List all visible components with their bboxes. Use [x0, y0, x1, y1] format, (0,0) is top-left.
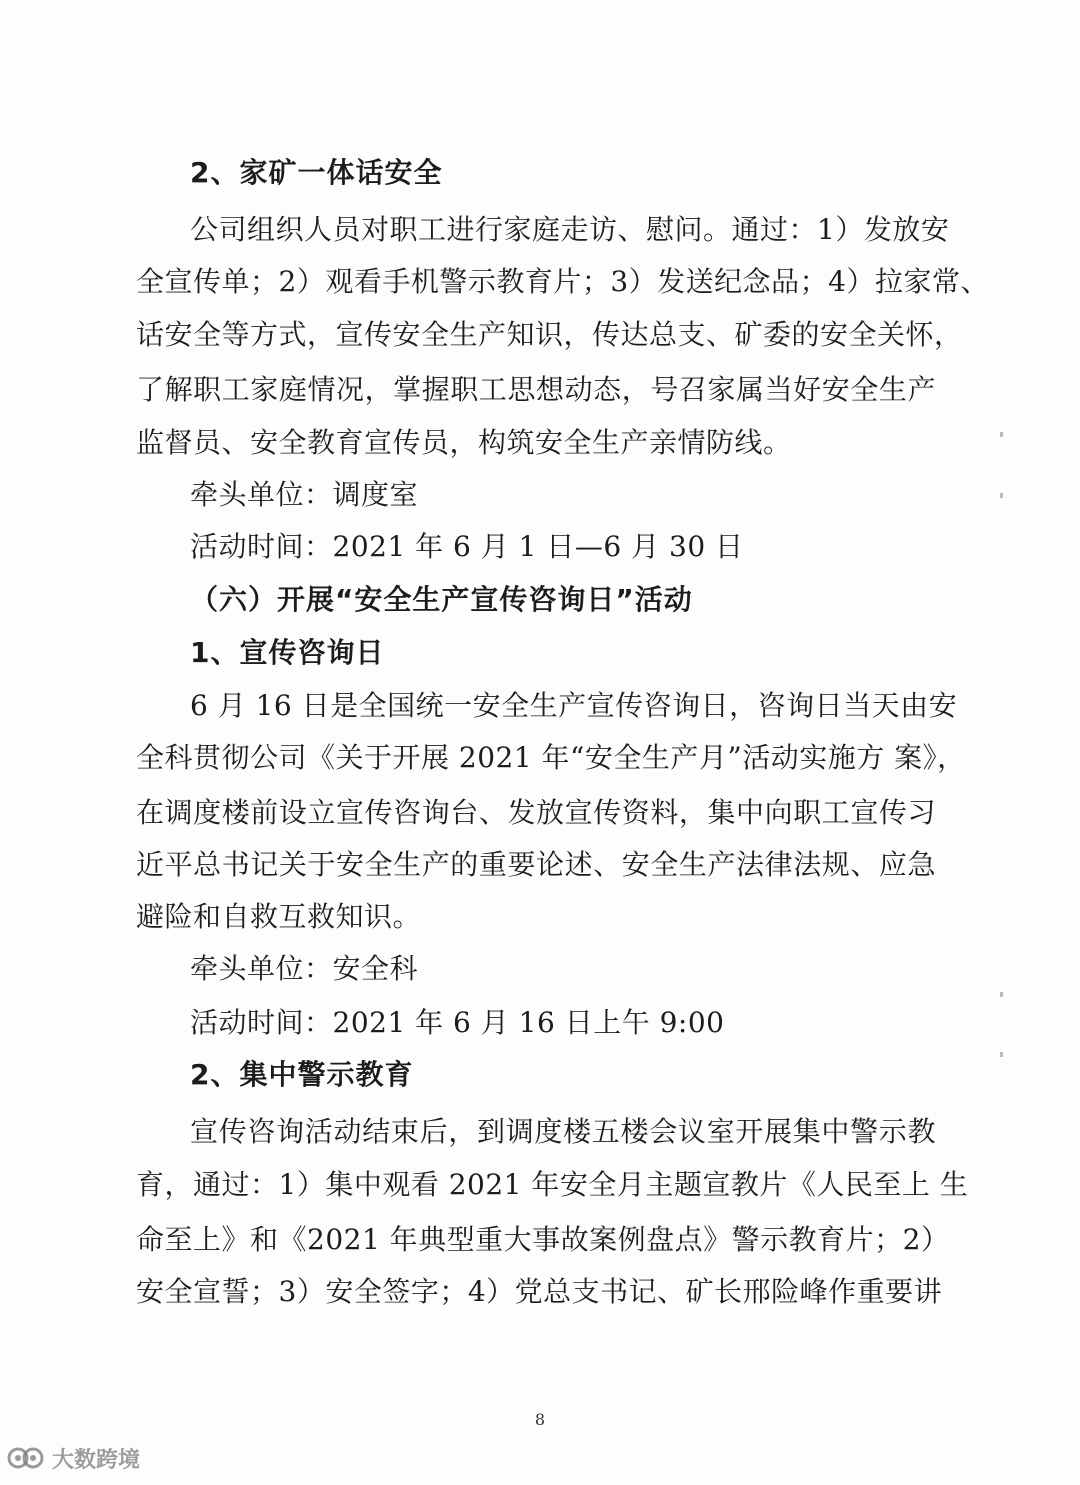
page-number: 8 — [534, 1410, 546, 1429]
subsection-heading-warning-education: 2、集中警示教育 — [190, 1058, 414, 1091]
activity-time-line: 活动时间：2021 年 6 月 1 日—6 月 30 日 — [190, 530, 744, 563]
paragraph-line: 近平总书记关于安全生产的重要论述、安全生产法律法规、应急 — [136, 848, 936, 881]
paragraph-line: 了解职工家庭情况，掌握职工思想动态，号召家属当好安全生产 — [136, 373, 936, 406]
paragraph-line: 宣传咨询活动结束后，到调度楼五楼会议室开展集中警示教 — [190, 1115, 936, 1148]
section-heading-home-mine-safety: 2、家矿一体话安全 — [190, 156, 443, 189]
watermark — [6, 1441, 140, 1475]
lead-unit-line: 牵头单位：安全科 — [190, 952, 419, 985]
paragraph-line: 全宣传单；2）观看手机警示教育片；3）发送纪念品；4）拉家常、 — [136, 265, 989, 298]
watermark-logo-icon — [6, 1444, 46, 1472]
scan-speck — [1000, 992, 1003, 997]
subsection-heading-consultation-day: 1、宣传咨询日 — [190, 636, 385, 669]
lead-unit-line: 牵头单位：调度室 — [190, 478, 419, 511]
paragraph-line: 安全宣誓；3）安全签字；4）党总支书记、矿长邢险峰作重要讲 — [136, 1275, 943, 1308]
paragraph-line: 育，通过：1）集中观看 2021 年安全月主题宣教片《人民至上 生 — [136, 1168, 969, 1201]
paragraph-line: 监督员、安全教育宣传员，构筑安全生产亲情防线。 — [136, 426, 792, 459]
paragraph-line: 命至上》和《2021 年典型重大事故案例盘点》警示教育片；2） — [136, 1223, 950, 1256]
paragraph-line: 避险和自救互救知识。 — [136, 900, 422, 933]
paragraph-line: 6 月 16 日是全国统一安全生产宣传咨询日，咨询日当天由安 — [190, 689, 958, 722]
scan-speck — [1000, 493, 1003, 498]
paragraph-line: 公司组织人员对职工进行家庭走访、慰问。通过：1）发放安 — [190, 213, 950, 246]
paragraph-line: 话安全等方式，宣传安全生产知识，传达总支、矿委的安全关怀， — [136, 318, 963, 351]
paragraph-line: 全科贯彻公司《关于开展 2021 年“安全生产月”活动实施方 案》， — [136, 741, 966, 774]
scan-speck — [1000, 1052, 1003, 1057]
activity-time-line: 活动时间：2021 年 6 月 16 日上午 9:00 — [190, 1006, 725, 1039]
section-heading-consultation-day: （六）开展“安全生产宣传咨询日”活动 — [190, 583, 693, 616]
watermark-text: 大数跨境 — [52, 1447, 141, 1473]
paragraph-line: 在调度楼前设立宣传咨询台、发放宣传资料，集中向职工宣传习 — [136, 796, 936, 829]
scan-speck — [1000, 432, 1003, 437]
